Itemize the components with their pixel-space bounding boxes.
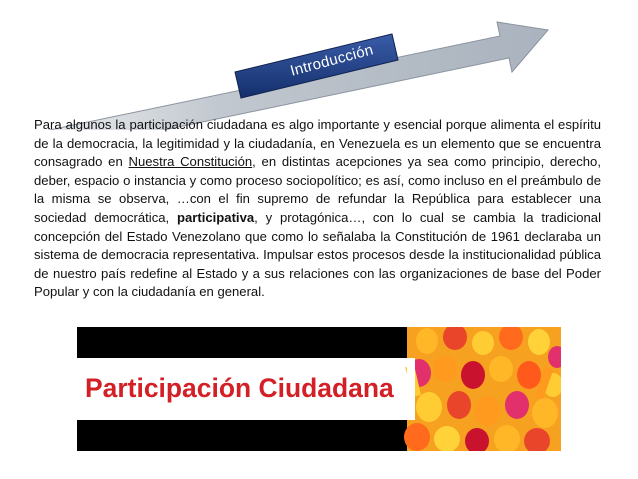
paragraph-text-1: Para algunos la participación ciudadana es algo importante y esencial porque alimenta el espíritu de la democracia, la legitimidad y la ciudadanía, en Venezuela es un elemento que se encuentra consagrado en: [34, 117, 601, 170]
bold-word: participativa: [177, 209, 255, 225]
paragraph-text-2: , en distintas acepciones ya sea como principio, derecho, deber, espacio o instancia y como proceso sociopolítico; es así, como incluso en el preámbulo de la misma se observa, …con el fin supremo de refundar la República para establecer una sociedad democrática,: [34, 154, 601, 225]
participation-banner-image: [77, 327, 561, 451]
body-paragraph: [34, 116, 601, 302]
paragraph-text-3: , y protagónica…, con lo cual se cambia la tradicional concepción del Estado Venezolano que como lo señalaba la Constitución de 1961 declaraba un sistema de democracia representativa. Impulsar estos procesos desde la institucionalidad pública de nuestro país redefine al Estado y a sus relaciones con las organizaciones de base del Poder Popular y con la ciudadanía en general.: [34, 209, 601, 300]
banner-label: Participación Ciudadana: [85, 373, 394, 403]
constitution-link[interactable]: Nuestra Constitución: [128, 154, 253, 170]
arrow-title: Introducción: [288, 41, 376, 80]
